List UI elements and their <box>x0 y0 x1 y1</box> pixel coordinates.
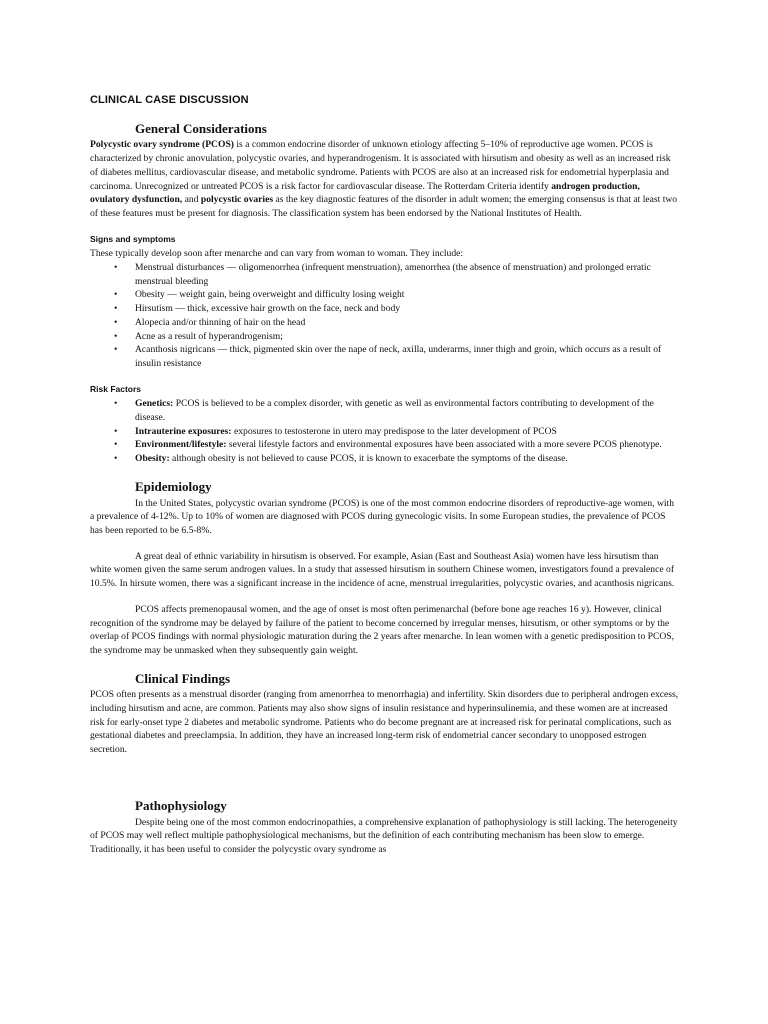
risk-factors-heading: Risk Factors <box>90 383 142 394</box>
bullet-icon: • <box>114 262 118 274</box>
list-item: • Obesity: although obesity is not believed to cause PCOS, it is known to exacerbate the symptoms of the disease. <box>114 453 568 465</box>
pathophysiology-paragraph: Despite being one of the most common endocrinopathies, a comprehensive explanation of pathophysiology is still lacking. The heterogeneity of PCOS may well reflect multiple pathophysiological mechanisms, but the definition of each contributing mechanism has been slow to emerge. Traditionally, it has been useful to consider the polycystic ovary syndrome as <box>90 816 678 855</box>
pathophysiology-heading: Pathophysiology <box>135 797 227 813</box>
list-item: • Alopecia and/or thinning of hair on the head <box>114 316 306 328</box>
list-item: • Menstrual disturbances — oligomenorrhea (infrequent menstruation), amenorrhea (the absence of menstruation) and prolonged erratic menstrual bleeding <box>114 262 651 287</box>
list-item: • Genetics: PCOS is believed to be a complex disorder, with genetic as well as environmental factors contributing to development of the disease. <box>114 398 654 424</box>
bullet-icon: • <box>114 330 118 342</box>
bullet-icon: • <box>114 344 118 356</box>
risk-factors-list <box>90 397 680 466</box>
bullet-icon: • <box>114 453 118 465</box>
document-title: CLINICAL CASE DISCUSSION <box>90 94 249 106</box>
bullet-icon: • <box>114 439 118 451</box>
list-item: • Acanthosis nigricans — thick, pigmented skin over the nape of neck, axilla, underarms, inner thigh and groin, which occurs as a result of insulin resistance <box>114 344 662 369</box>
epidemiology-heading: Epidemiology <box>135 478 212 494</box>
criteria-term-2: polycystic ovaries <box>200 194 274 206</box>
signs-symptoms-intro: These typically develop soon after menarche and can vary from woman to woman. They include: <box>90 248 464 260</box>
bullet-icon: • <box>114 303 118 315</box>
signs-symptoms-list <box>90 261 680 371</box>
bullet-icon: • <box>114 425 118 437</box>
clinical-findings-paragraph: PCOS often presents as a menstrual disorder (ranging from amenorrhea to menorrhagia) and infertility. Skin disorders due to peripheral androgen excess, including hirsutism and acne, are common. Patients may also show signs of insulin resistance and hyperinsulinemia, and these women are at increased risk for early-onset type 2 diabetes and metabolic syndrome. Patients who do become pregnant are at increased risk for perinatal complications, such as gestational diabetes and preeclampsia. In addition, they have an increased long-term risk of endometrial cancer secondary to unopposed estrogen secretion. <box>90 689 679 756</box>
epidemiology-paragraph-3: PCOS affects premenopausal women, and the age of onset is most often perimenarchal (before bone age reaches 16 y). However, clinical recognition of the syndrome may be delayed by failure of the patient to become concerned by irregular menses, hirsutism, or other symptoms or by the overlap of PCOS findings with normal physiologic maturation during the 2 years after menarche. In lean women with a genetic predisposition to PCOS, the syndrome may be unmasked when they subsequently gain weight. <box>90 603 675 656</box>
list-item: • Intrauterine exposures: exposures to testosterone in utero may predispose to the later development of PCOS <box>114 425 557 437</box>
bullet-icon: • <box>114 289 118 301</box>
pcos-term: Polycystic ovary syndrome (PCOS) <box>90 139 234 151</box>
general-considerations-heading: General Considerations <box>135 120 267 136</box>
epidemiology-paragraph-1: In the United States, polycystic ovarian syndrome (PCOS) is one of the most common endocrine disorders of reproductive-age women, with a prevalence of 4-12%. Up to 10% of women are diagnosed with PCOS during gynecologic visits. In some European studies, the prevalence of PCOS has been reported to be 6.5-8%. <box>90 497 674 536</box>
criteria-term-1: androgen production, ovulatory dysfunction, <box>90 180 640 206</box>
list-item: • Acne as a result of hyperandrogenism; <box>114 330 283 342</box>
signs-symptoms-heading: Signs and symptoms <box>90 233 176 244</box>
list-item: • Environment/lifestyle: several lifestyle factors and environmental exposures have been associated with a more severe PCOS phenotype. <box>114 439 662 451</box>
general-considerations-paragraph: Polycystic ovary syndrome (PCOS) is a common endocrine disorder of unknown etiology affecting 5–10% of reproductive age women. PCOS is characterized by chronic anovulation, polycystic ovaries, and hyperandrogenism. It is associated with hirsutism and obesity as well as an increased risk of diabetes mellitus, cardiovascular disease, and metabolic syndrome. Patients with PCOS are also at an increased risk for endometrial hyperplasia and carcinoma. Unrecognized or untreated PCOS is a risk factor for cardiovascular disease. The Rotterdam Criteria identify androgen production, ovulatory dysfunction, and polycystic ovaries as the key diagnostic features of the disorder in adult women; the emerging consensus is that at least two of these features must be present for diagnosis. The classification system has been endorsed by the National Institutes of Health. <box>90 139 678 219</box>
bullet-icon: • <box>114 316 118 328</box>
clinical-findings-heading: Clinical Findings <box>135 670 230 686</box>
list-item: • Obesity — weight gain, being overweight and difficulty losing weight <box>114 289 405 301</box>
epidemiology-paragraph-2: A great deal of ethnic variability in hirsutism is observed. For example, Asian (East and Southeast Asia) women have less hirsutism than white women given the same serum androgen values. In a study that assessed hirsutism in southern Chinese women, investigators found a prevalence of 10.5%. In hirsute women, there was a significant increase in the incidence of acne, menstrual irregularities, polycystic ovaries, and acanthosis nigricans. <box>90 550 675 590</box>
bullet-icon: • <box>114 398 118 410</box>
document-page <box>90 94 680 857</box>
list-item: • Hirsutism — thick, excessive hair growth on the face, neck and body <box>114 303 401 315</box>
